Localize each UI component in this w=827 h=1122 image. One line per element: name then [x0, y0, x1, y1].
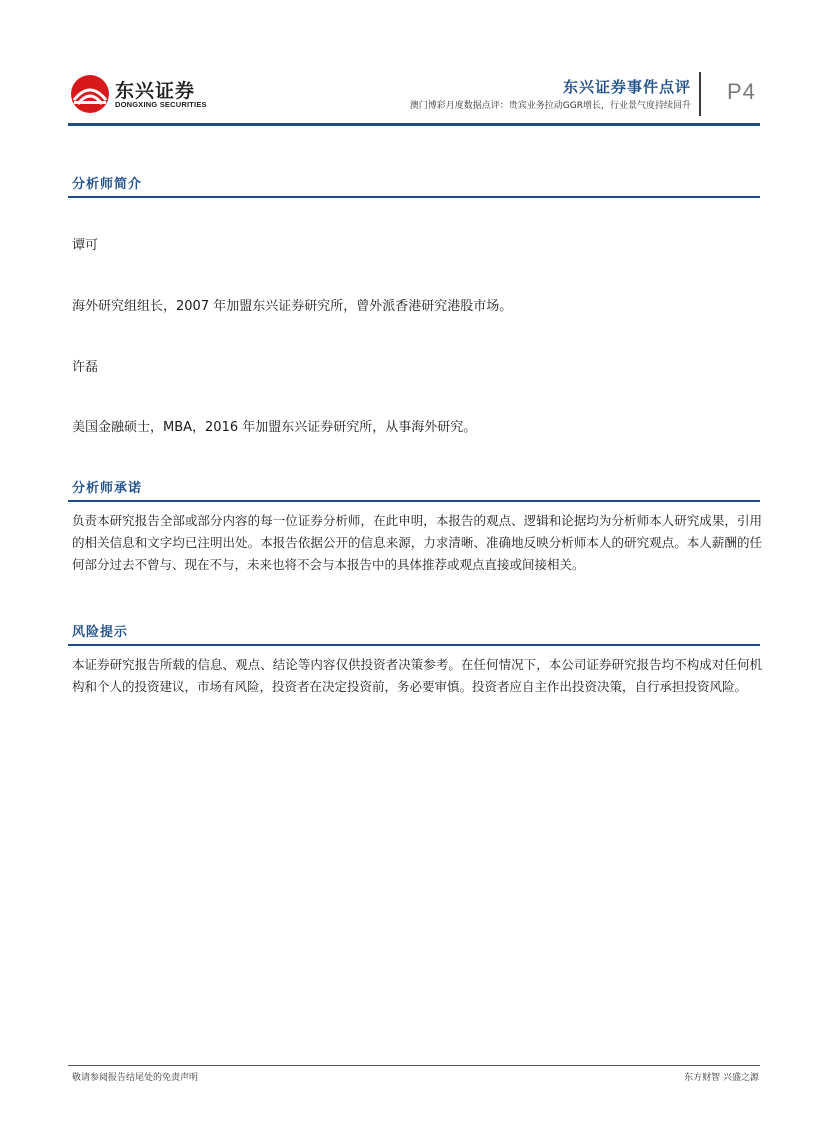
- analyst-name: 谭可: [72, 238, 99, 253]
- analyst-name: 许磊: [72, 360, 99, 375]
- page-number: P4: [727, 79, 756, 104]
- section-heading-risk-warning: [68, 620, 760, 646]
- report-subtitle: 澳门博彩月度数据点评：贵宾业务拉动GGR增长，行业景气度持续回升: [409, 101, 691, 111]
- logo-english-name: DONGXING SECURITIES: [115, 100, 207, 109]
- analyst-bio: 美国金融硕士，MBA，2016 年加盟东兴证券研究所，从事海外研究。: [72, 420, 477, 435]
- header-rule: [68, 123, 760, 126]
- risk-warning-text: 本证券研究报告所载的信息、观点、结论等内容仅供投资者决策参考。在任何情况下，本公司证券研究报告均不构成对任何机构和个人的投资建议，市场有风险，投资者在决定投资前，务必要审慎。投资者应自主作出投资决策，自行承担投资风险。: [72, 657, 762, 694]
- report-type-title: 东兴证券事件点评: [562, 78, 691, 96]
- page-header: [0, 0, 827, 128]
- footer-slogan: 东方财智 兴盛之源: [684, 1073, 759, 1083]
- dongxing-logo-icon: [70, 74, 110, 114]
- section-heading-analyst-intro: [68, 172, 760, 198]
- section-heading-analyst-pledge: [68, 476, 760, 502]
- section-title: 分析师承诺: [72, 481, 143, 496]
- analyst-pledge-text: 负责本研究报告全部或部分内容的每一位证券分析师，在此申明，本报告的观点、逻辑和论据均为分析师本人研究成果，引用的相关信息和文字均已注明出处。本报告依据公开的信息来源，力求清晰、准确地反映分析师本人的研究观点。本人薪酬的任何部分过去不曾与、现在不与，未来也将不会与本报告中的具体推荐或观点直接或间接相关。: [72, 513, 762, 572]
- footer-disclaimer-note: 敬请参阅报告结尾处的免责声明: [72, 1073, 199, 1083]
- section-title: 分析师简介: [72, 177, 143, 192]
- logo-chinese-name: 东兴证券: [115, 80, 196, 102]
- section-title: 风险提示: [72, 625, 129, 640]
- analyst-bio: 海外研究组组长，2007 年加盟东兴证券研究所，曾外派香港研究港股市场。: [72, 299, 513, 314]
- header-divider: [699, 72, 701, 116]
- company-logo: [70, 72, 207, 116]
- footer-rule: [68, 1065, 760, 1066]
